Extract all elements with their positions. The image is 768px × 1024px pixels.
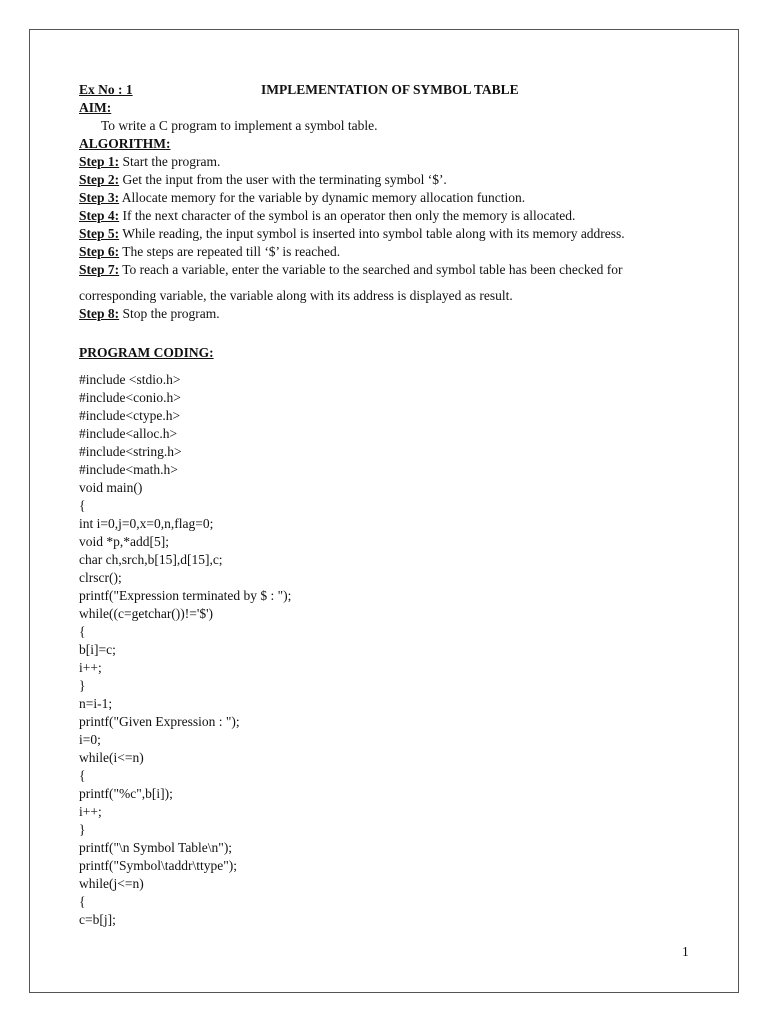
step-label: Step 5:	[79, 226, 120, 241]
exercise-number: Ex No : 1	[79, 82, 133, 97]
step-text: Allocate memory for the variable by dynamic memory allocation function.	[119, 190, 526, 205]
step-7-continuation: corresponding variable, the variable along with its address is displayed as result.	[79, 288, 513, 303]
step-label: Step 6:	[79, 244, 120, 259]
program-coding-heading: PROGRAM CODING:	[79, 345, 214, 360]
algorithm-step	[79, 261, 719, 279]
document-body	[79, 81, 719, 929]
code-line: {	[79, 894, 86, 909]
code-line: printf("Symbol\taddr\ttype");	[79, 858, 237, 873]
code-line: i++;	[79, 660, 102, 675]
title-line	[79, 81, 719, 99]
algorithm-step	[79, 189, 719, 207]
code-line: {	[79, 624, 86, 639]
code-line: i=0;	[79, 732, 101, 747]
code-line: while(j<=n)	[79, 876, 144, 891]
algorithm-step	[79, 207, 719, 225]
step-text: To reach a variable, enter the variable to the searched and symbol table has been checked for	[119, 262, 623, 277]
code-line: #include<string.h>	[79, 444, 182, 459]
code-line: clrscr();	[79, 570, 122, 585]
page-title: IMPLEMENTATION OF SYMBOL TABLE	[261, 82, 519, 97]
algorithm-step	[79, 171, 719, 189]
code-line: {	[79, 498, 86, 513]
code-line: #include<math.h>	[79, 462, 178, 477]
code-block	[79, 371, 719, 929]
step-text: Get the input from the user with the terminating symbol ‘$’.	[119, 172, 447, 187]
code-line: #include<alloc.h>	[79, 426, 178, 441]
code-line: printf("Expression terminated by $ : ");	[79, 588, 292, 603]
code-line: void main()	[79, 480, 143, 495]
code-line: c=b[j];	[79, 912, 116, 927]
code-line: void *p,*add[5];	[79, 534, 169, 549]
step-text: If the next character of the symbol is an operator then only the memory is allocated.	[119, 208, 576, 223]
step-text: Start the program.	[119, 154, 221, 169]
code-line: i++;	[79, 804, 102, 819]
code-line: #include<conio.h>	[79, 390, 181, 405]
aim-heading: AIM:	[79, 100, 112, 115]
step-label: Step 8:	[79, 306, 120, 321]
code-line: b[i]=c;	[79, 642, 116, 657]
algorithm-step	[79, 305, 719, 323]
algorithm-heading: ALGORITHM:	[79, 136, 171, 151]
aim-text: To write a C program to implement a symbol table.	[101, 118, 378, 133]
code-line: }	[79, 822, 86, 837]
step-text: The steps are repeated till ‘$’ is reached.	[119, 244, 341, 259]
code-line: #include<ctype.h>	[79, 408, 181, 423]
code-line: printf("Given Expression : ");	[79, 714, 240, 729]
algorithm-step	[79, 153, 719, 171]
algorithm-step	[79, 243, 719, 261]
step-text: Stop the program.	[119, 306, 220, 321]
step-label: Step 2:	[79, 172, 120, 187]
step-label: Step 4:	[79, 208, 120, 223]
page-number: 1	[682, 944, 689, 959]
code-line: {	[79, 768, 86, 783]
code-line: n=i-1;	[79, 696, 113, 711]
code-line: printf("%c",b[i]);	[79, 786, 173, 801]
code-line: int i=0,j=0,x=0,n,flag=0;	[79, 516, 214, 531]
step-label: Step 7:	[79, 262, 120, 277]
code-line: }	[79, 678, 86, 693]
code-line: printf("\n Symbol Table\n");	[79, 840, 233, 855]
code-line: char ch,srch,b[15],d[15],c;	[79, 552, 223, 567]
algorithm-step	[79, 225, 719, 243]
code-line: #include <stdio.h>	[79, 372, 181, 387]
step-label: Step 1:	[79, 154, 120, 169]
step-text: While reading, the input symbol is inserted into symbol table along with its memory address.	[119, 226, 625, 241]
code-line: while((c=getchar())!='$')	[79, 606, 214, 621]
code-line: while(i<=n)	[79, 750, 144, 765]
step-label: Step 3:	[79, 190, 120, 205]
